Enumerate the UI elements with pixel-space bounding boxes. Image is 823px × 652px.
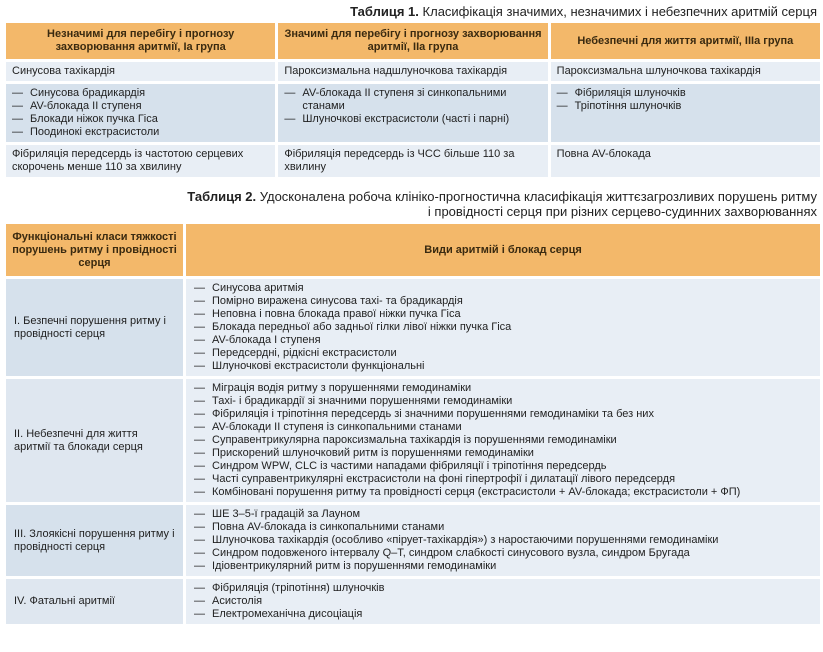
class-cell: III. Злоякісні порушення ритму і провідності серця: [6, 505, 183, 576]
list-item: — Синусова брадикардія: [12, 87, 269, 100]
table-row: [6, 579, 820, 624]
table1-caption: [350, 4, 817, 19]
list-item: — Передсердні, рідкісні екстрасистоли: [194, 347, 814, 360]
class-cell: II. Небезпечні для життя аритмії та блокади серця: [6, 379, 183, 502]
list-item: — Блокада передньої або задньої гілки лівої ніжки пучка Гіса: [194, 321, 814, 334]
list-item: — Суправентрикулярна пароксизмальна тахікардія із порушеннями гемодинаміки: [194, 434, 814, 447]
table-row: [6, 84, 820, 142]
list-item: — Помірно виражена синусова тахі- та брадикардія: [194, 295, 814, 308]
list-item: — AV-блокада II ступеня: [12, 100, 269, 113]
class-cell: I. Безпечні порушення ритму і провідності серця: [6, 279, 183, 376]
list-item: — Фібриляція (тріпотіння) шлуночків: [194, 582, 814, 595]
table-cell: Фібриляція передсердь із частотою серцевих скорочень менше 110 за хвилину: [6, 145, 275, 177]
list-item: — Електромеханічна дисоціація: [194, 608, 814, 621]
table1: [3, 20, 823, 180]
table1-caption-number: Таблиця 1.: [350, 4, 419, 19]
table1-header-1: Незначимі для перебігу і прогнозу захворювання аритмії, Ia група: [6, 23, 275, 59]
list-item: — Неповна і повна блокада правої ніжки пучка Гіса: [194, 308, 814, 321]
list-item: — ШЕ 3–5-ї градацій за Лауном: [194, 508, 814, 521]
list-item: — Міграція водія ритму з порушеннями гемодинаміки: [194, 382, 814, 395]
table-cell: Пароксизмальна надшлуночкова тахікардія: [278, 62, 547, 81]
table-row: [6, 145, 820, 177]
list-item: — Тріпотіння шлуночків: [557, 100, 814, 113]
table-row: [6, 62, 820, 81]
items-cell: [186, 579, 820, 624]
table-cell: Синусова тахікардія: [6, 62, 275, 81]
list-item: — Синдром подовженого інтервалу Q–T, синдром слабкості синусового вузла, синдром Бругада: [194, 547, 814, 560]
table2-caption-text-line1: Удосконалена робоча клініко-прогностична класифікація життєзагрозливих порушень ритму: [259, 189, 817, 204]
list-item: — AV-блокади II ступеня із синкопальними станами: [194, 421, 814, 434]
table2: [3, 221, 823, 627]
bullet-list: [557, 87, 814, 113]
list-item: — Шлуночкові екстрасистоли функціональні: [194, 360, 814, 373]
list-item: — Поодинокі екстрасистоли: [12, 126, 269, 139]
items-cell: [186, 279, 820, 376]
list-item: — Фібриляція шлуночків: [557, 87, 814, 100]
table2-header-1: Функціональні класи тяжкості порушень ритму і провідності серця: [6, 224, 183, 276]
table2-caption-number: Таблиця 2.: [187, 189, 257, 204]
table-cell: [278, 84, 547, 142]
table2-caption: [117, 189, 817, 219]
table-row: [6, 505, 820, 576]
list-item: — Синдром WPW, CLC із частими нападами фібриляції і тріпотіння передсердь: [194, 460, 814, 473]
table1-header-3: Небезпечні для життя аритмії, IIIa група: [551, 23, 820, 59]
table2-header-2: Види аритмій і блокад серця: [186, 224, 820, 276]
list-item: — AV-блокада II ступеня зі синкопальними станами: [284, 87, 541, 113]
list-item: — Шлуночкові екстрасистоли (часті і парні): [284, 113, 541, 126]
bullet-list: [194, 508, 814, 573]
list-item: — Блокади ніжок пучка Гіса: [12, 113, 269, 126]
list-item: — Асистолія: [194, 595, 814, 608]
table-cell: [551, 84, 820, 142]
table2-caption-text-line2: і провідності серця при різних серцево-судинних захворюваннях: [427, 204, 817, 219]
table-row: [6, 279, 820, 376]
bullet-list: [12, 87, 269, 139]
table1-caption-text: Класифікація значимих, незначимих і небезпечних аритмій серця: [422, 4, 817, 19]
table-cell: Фібриляція передсердь із ЧСС більше 110 за хвилину: [278, 145, 547, 177]
table-row: [6, 379, 820, 502]
table-cell: [6, 84, 275, 142]
list-item: — Комбіновані порушення ритму та провідності серця (екстрасистоли + AV-блокада; екстрасистоли + ФП): [194, 486, 814, 499]
list-item: — Шлуночкова тахікардія (особливо «пірует-тахікардія») з наростаючими порушеннями гемодинаміки: [194, 534, 814, 547]
list-item: — Тахі- і брадикардії зі значними порушеннями гемодинаміки: [194, 395, 814, 408]
list-item: — Синусова аритмія: [194, 282, 814, 295]
list-item: — Повна AV-блокада із синкопальними станами: [194, 521, 814, 534]
list-item: — AV-блокада I ступеня: [194, 334, 814, 347]
table2-header-row: [6, 224, 820, 276]
bullet-list: [284, 87, 541, 126]
table1-header-row: [6, 23, 820, 59]
class-cell: IV. Фатальні аритмії: [6, 579, 183, 624]
table1-header-2: Значимі для перебігу і прогнозу захворювання аритмії, IIa група: [278, 23, 547, 59]
table-cell: Повна AV-блокада: [551, 145, 820, 177]
bullet-list: [194, 282, 814, 373]
list-item: — Ідіовентрикулярний ритм із порушеннями гемодинаміки: [194, 560, 814, 573]
list-item: — Часті суправентрикулярні екстрасистоли на фоні гіпертрофії і дилатації лівого передсердя: [194, 473, 814, 486]
table-cell: Пароксизмальна шлуночкова тахікардія: [551, 62, 820, 81]
items-cell: [186, 505, 820, 576]
bullet-list: [194, 582, 814, 621]
items-cell: [186, 379, 820, 502]
list-item: — Прискорений шлуночковий ритм із порушеннями гемодинаміки: [194, 447, 814, 460]
list-item: — Фібриляція і тріпотіння передсердь зі значними порушеннями гемодинаміки та без них: [194, 408, 814, 421]
bullet-list: [194, 382, 814, 499]
